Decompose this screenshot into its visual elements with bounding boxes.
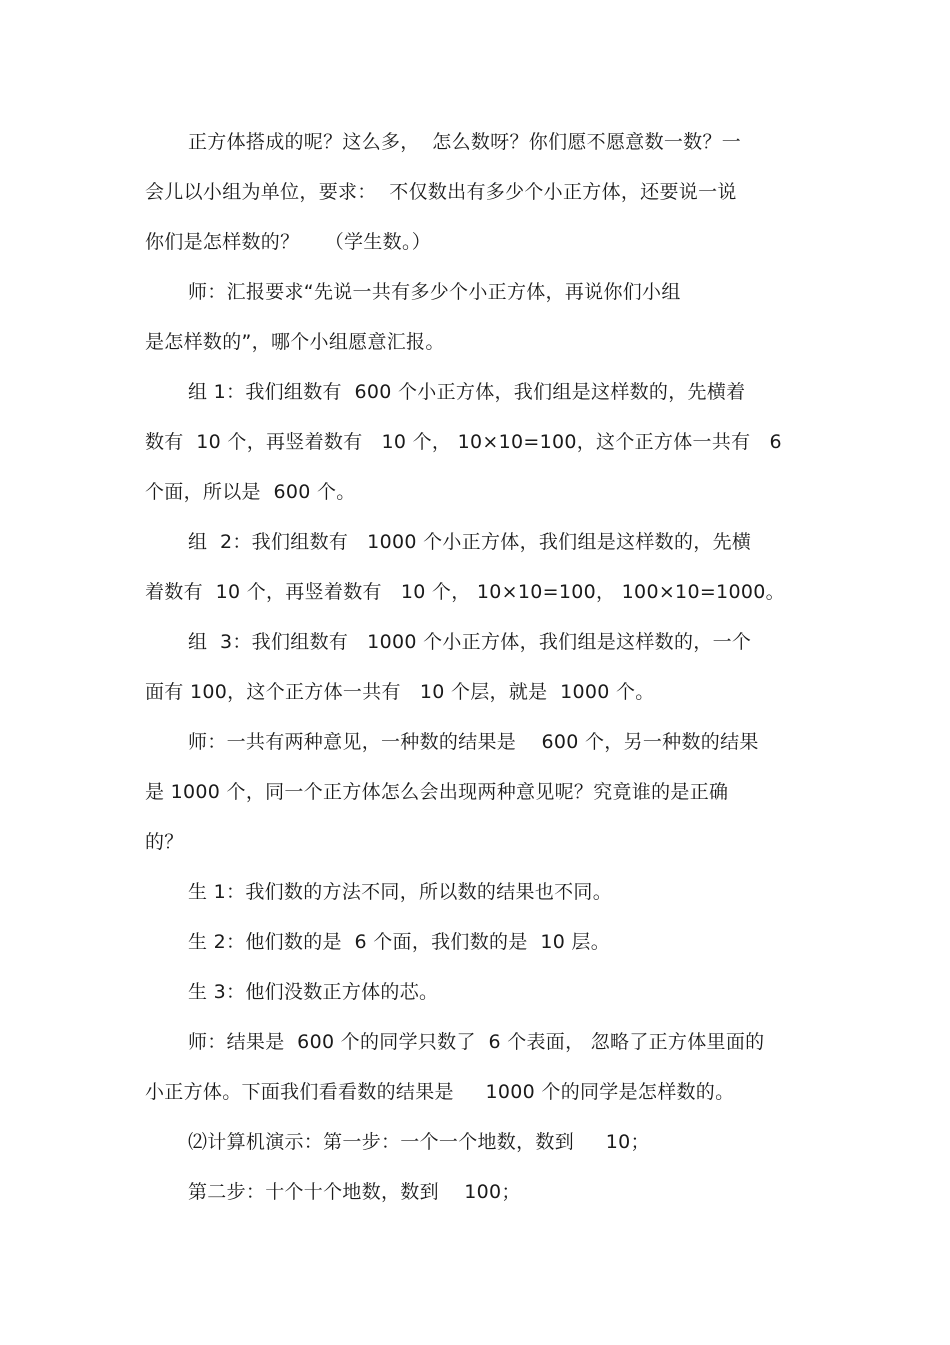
text-line: ⑵计算机演示：第一步：一个一个地数，数到 10； <box>188 1131 650 1153</box>
text-line: 会儿以小组为单位，要求： 不仅数出有多少个小正方体，还要说一说 <box>145 181 737 203</box>
text-line: 组 3：我们组数有 1000 个小正方体，我们组是这样数的，一个 <box>188 631 752 653</box>
text-line: 你们是怎样数的？ （学生数。） <box>145 231 432 253</box>
text-line: 个面，所以是 600 个。 <box>145 481 356 503</box>
text-line: 师：结果是 600 个的同学只数了 6 个表面， 忽略了正方体里面的 <box>188 1031 765 1053</box>
text-line: 小正方体。下面我们看看数的结果是 1000 个的同学是怎样数的。 <box>145 1081 735 1103</box>
text-line: 正方体搭成的呢？这么多， 怎么数呀？你们愿不愿意数一数？一 <box>188 131 742 153</box>
text-line: 着数有 10 个，再竖着数有 10 个， 10×10=100， 100×10=1000。 <box>145 581 785 603</box>
text-line: 生 3：他们没数正方体的芯。 <box>188 981 439 1003</box>
text-line: 组 1：我们组数有 600 个小正方体，我们组是这样数的，先横着 <box>188 381 746 403</box>
text-line: 师：汇报要求“先说一共有多少个小正方体，再说你们小组 <box>188 281 681 303</box>
text-line: 第二步：十个十个地数，数到 100； <box>188 1181 521 1203</box>
text-line: 师：一共有两种意见，一种数的结果是 600 个，另一种数的结果 <box>188 731 759 753</box>
text-line: 是怎样数的”，哪个小组愿意汇报。 <box>145 331 445 353</box>
text-line: 的？ <box>145 831 184 853</box>
text-line: 生 1：我们数的方法不同，所以数的结果也不同。 <box>188 881 613 903</box>
text-line: 组 2：我们组数有 1000 个小正方体，我们组是这样数的，先横 <box>188 531 752 553</box>
text-line: 是 1000 个，同一个正方体怎么会出现两种意见呢？究竟谁的是正确 <box>145 781 729 803</box>
text-line: 数有 10 个，再竖着数有 10 个， 10×10=100，这个正方体一共有 6 <box>145 431 782 453</box>
text-line: 生 2：他们数的是 6 个面，我们数的是 10 层。 <box>188 931 611 953</box>
text-line: 面有 100，这个正方体一共有 10 个层，就是 1000 个。 <box>145 681 655 703</box>
